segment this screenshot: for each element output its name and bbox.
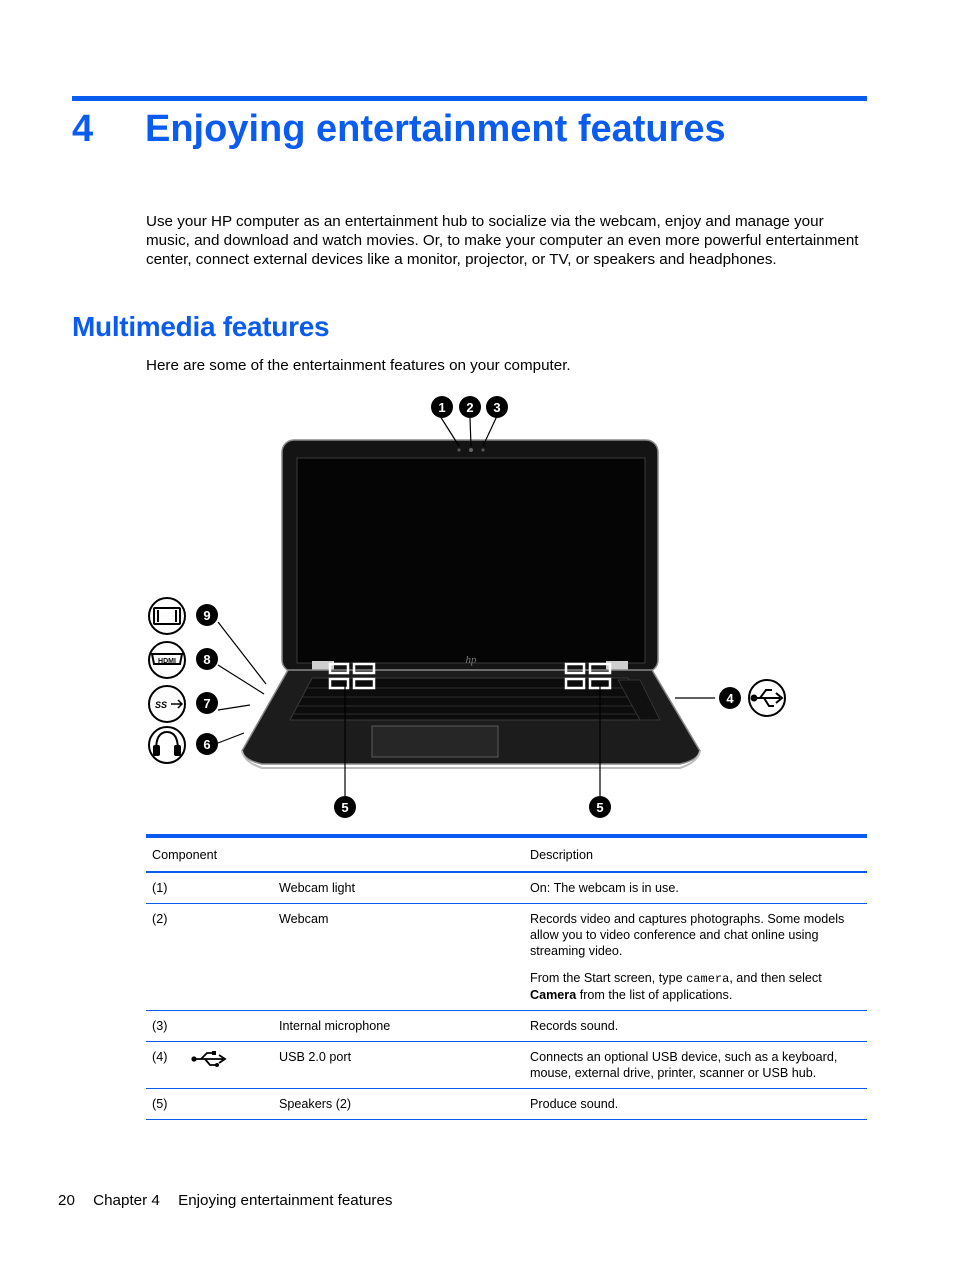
row-description: On: The webcam is in use. [524, 872, 867, 904]
code-text: camera [686, 972, 730, 986]
chapter-number: 4 [72, 108, 94, 150]
page-number: 20 [58, 1192, 75, 1209]
svg-text:8: 8 [203, 652, 211, 667]
row-number: (5) [146, 1089, 273, 1120]
desc-text: , and then select [729, 971, 822, 985]
svg-text:1: 1 [438, 400, 446, 415]
laptop-figure [140, 388, 800, 828]
callout-1 [431, 396, 453, 418]
usb-callout-icon [749, 680, 785, 716]
svg-text:2: 2 [466, 400, 474, 415]
monitor-port-icon [149, 598, 185, 634]
lead-paragraph: Here are some of the entertainment features on your computer. [146, 357, 571, 374]
description-paragraph [530, 970, 861, 1003]
row-description: Produce sound. [524, 1089, 867, 1120]
table-row [146, 1089, 867, 1120]
callout-7 [196, 692, 218, 714]
svg-text:3: 3 [493, 400, 501, 415]
desc-text: from the list of applications. [576, 988, 733, 1002]
row-component: Webcam [273, 904, 524, 1011]
chapter-rule [72, 96, 867, 101]
svg-text:7: 7 [203, 696, 211, 711]
section-title: Multimedia features [72, 311, 330, 342]
row-number-cell [146, 1042, 273, 1089]
row-number: (4) [152, 1050, 168, 1064]
row-description: Connects an optional USB device, such as a keyboard, mouse, external drive, printer, scanner or USB hub. [524, 1042, 867, 1089]
svg-text:9: 9 [203, 608, 211, 623]
callout-6 [196, 733, 218, 755]
row-component: USB 2.0 port [273, 1042, 524, 1089]
header-component: Component [146, 836, 524, 872]
row-component: Webcam light [273, 872, 524, 904]
callout-2 [459, 396, 481, 418]
row-description: Records sound. [524, 1011, 867, 1042]
intro-paragraph: Use your HP computer as an entertainment hub to socialize via the webcam, enjoy and manage your music, and download and watch movies. Or, to make your computer an even more powerful entertainment center, connect external devices like a monitor, projector, or TV, or speakers and headphones. [146, 213, 859, 269]
components-table [146, 834, 867, 1120]
page-footer [58, 1191, 407, 1210]
callout-4 [719, 687, 741, 709]
svg-text:HDMI: HDMI [158, 658, 176, 665]
usb3-port-icon [149, 686, 185, 722]
svg-text:SS: SS [154, 700, 168, 710]
bold-text: Camera [530, 988, 577, 1002]
callout-9 [196, 604, 218, 626]
header-description: Description [524, 836, 867, 872]
row-number: (1) [146, 872, 273, 904]
row-number: (2) [146, 904, 273, 1011]
row-component: Internal microphone [273, 1011, 524, 1042]
usb-icon [189, 1049, 229, 1073]
callout-5-left [334, 796, 356, 818]
table-row [146, 1042, 867, 1089]
row-description [524, 904, 867, 1011]
svg-text:6: 6 [203, 737, 211, 752]
desc-text: From the Start screen, type [530, 971, 687, 985]
table-row [146, 872, 867, 904]
table-row [146, 1011, 867, 1042]
table-header-row [146, 836, 867, 872]
svg-text:5: 5 [596, 800, 604, 815]
footer-title: Enjoying entertainment features [178, 1192, 393, 1209]
chapter-title: Enjoying entertainment features [145, 108, 726, 150]
callout-3 [486, 396, 508, 418]
hdmi-port-icon [149, 642, 185, 678]
svg-text:5: 5 [341, 800, 349, 815]
table-row [146, 904, 867, 1011]
row-number: (3) [146, 1011, 273, 1042]
headset-jack-icon [149, 727, 185, 763]
description-paragraph: Records video and captures photographs. Some models allow you to video conference and chat online using streaming video. [530, 912, 845, 958]
hp-logo: hp [465, 654, 477, 666]
callout-5-right [589, 796, 611, 818]
row-component: Speakers (2) [273, 1089, 524, 1120]
svg-text:4: 4 [726, 691, 734, 706]
callout-8 [196, 648, 218, 670]
footer-chapter: Chapter 4 [93, 1192, 160, 1209]
laptop-illustration [242, 440, 700, 768]
